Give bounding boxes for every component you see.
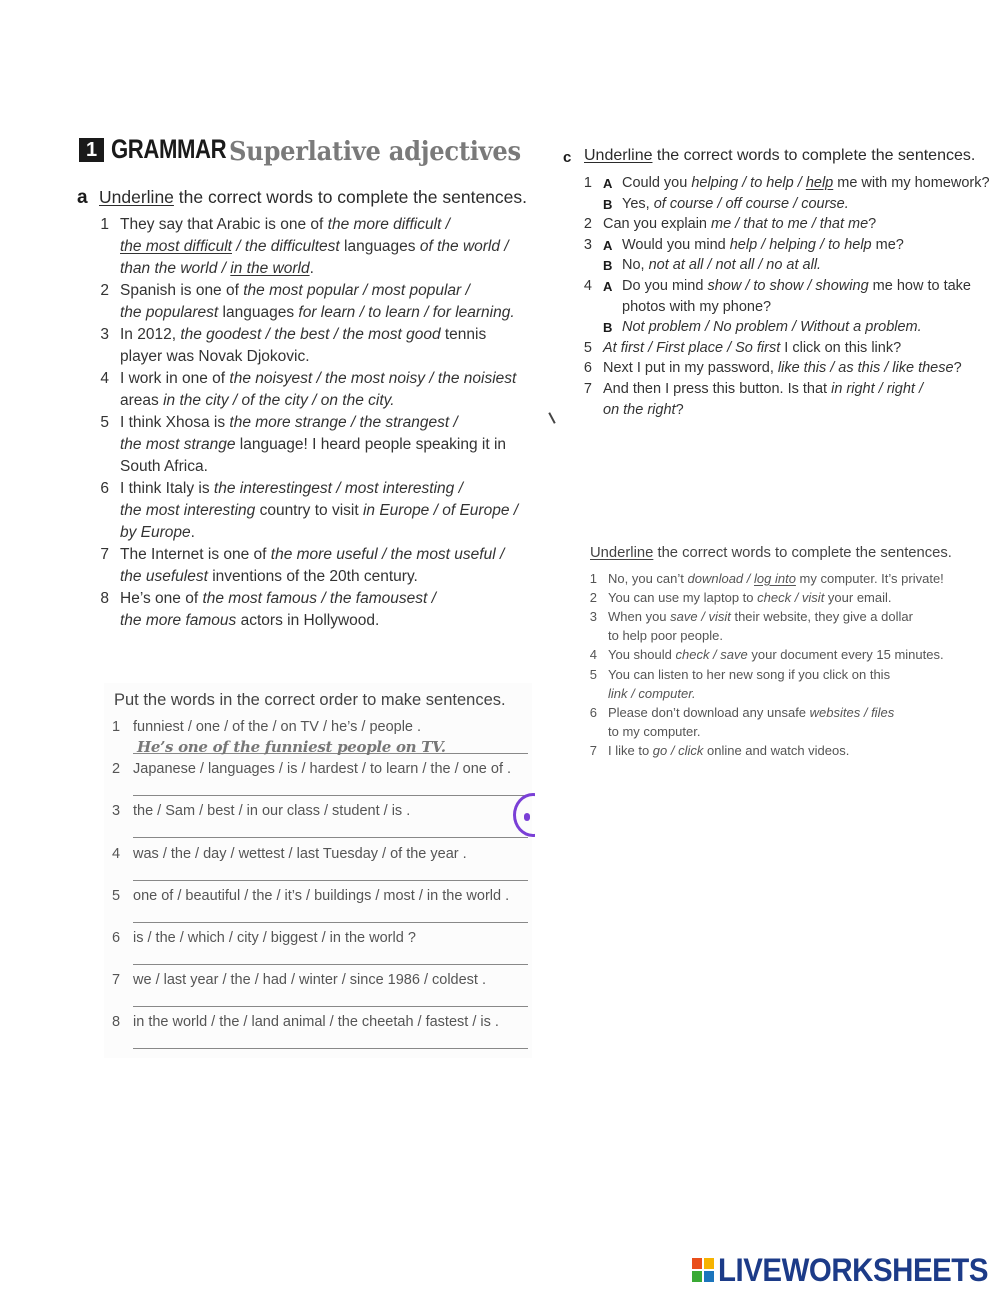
sentence-text: Can you explain (603, 216, 712, 233)
item-text (608, 607, 913, 626)
speaker-label: A (603, 279, 613, 294)
item-text (622, 317, 922, 338)
sentence-text: I click on this link? (780, 339, 902, 356)
section-topic: Superlative adjectives (229, 137, 521, 167)
sentence-text: He’s one of (120, 590, 203, 607)
answer-option-text: the more famous (120, 612, 237, 629)
sentence-text: They say that Arabic is one of (120, 216, 328, 233)
item-text (603, 338, 901, 359)
answer-option-text: the most strange (120, 436, 236, 453)
exercise-d-line (0, 645, 1000, 664)
sentence-text: Do you mind (622, 278, 708, 294)
answer-option-text: not at all / not all / no at all. (648, 257, 822, 274)
item-text (622, 255, 821, 276)
answer-line[interactable] (133, 922, 528, 923)
sentence-text: ? (868, 216, 877, 233)
exercise-a-line (0, 478, 540, 500)
scrambled-words: in the world / the / land animal / the cheetah / fastest / is . (133, 1014, 499, 1031)
item-number: 7 (100, 546, 109, 563)
speaker-label: A (603, 176, 613, 191)
item-number: 6 (100, 480, 109, 497)
sentence-text: You can use my laptop to (608, 590, 758, 606)
answer-option-text: At first / First place / So first (603, 339, 781, 356)
answer-option-text: like this / as this / like these (777, 360, 954, 377)
exercise-c-letter: c (563, 149, 572, 166)
answer-option-text: check / save (675, 647, 748, 663)
item-number: 2 (112, 761, 121, 778)
speaker-label: B (603, 258, 613, 274)
exercise-d-line (0, 588, 1000, 607)
item-text (608, 741, 849, 760)
purple-dot-mark (524, 813, 530, 821)
item-number: 3 (100, 326, 109, 343)
liveworksheets-logo-text: LIVEWORKSHEETS (718, 1252, 988, 1288)
sentence-text: player was Novak Djokovic. (120, 348, 310, 365)
answer-option-text: the most interesting (120, 502, 256, 519)
sentence-text: Next I put in my password, (603, 360, 778, 377)
exercise-c-line (0, 358, 1000, 379)
answer-option-text: the more useful / the most useful / (270, 546, 505, 563)
sentence-text: The Internet is one of (120, 546, 271, 563)
item-text (603, 400, 684, 421)
example-answer: He’s one of the funniest people on TV. (137, 738, 446, 756)
answer-option-text: in the city / of the city / on the city. (163, 392, 395, 409)
item-number: 6 (112, 930, 121, 946)
answer-option-text: the popularest (120, 304, 219, 321)
instruction-underline-word: Underline (590, 545, 654, 561)
underlined-answer: in the world (230, 260, 310, 277)
item-number: 4 (112, 845, 121, 862)
item-text (608, 626, 723, 645)
item-text (603, 358, 962, 379)
speaker-label: A (603, 237, 613, 253)
item-text (622, 235, 904, 256)
sentence-text: their website, they give a dollar (730, 609, 913, 625)
exercise-d-line (0, 607, 1000, 626)
exercise-a-line (0, 456, 540, 478)
item-text (120, 456, 208, 478)
instruction-underline-word: Underline (99, 187, 174, 207)
sentence-text: I work in one of (120, 370, 230, 387)
item-number: 7 (589, 742, 597, 758)
sentence-text: When you (608, 609, 671, 625)
exercise-a-line (0, 500, 540, 522)
sentence-text: your document every 15 minutes. (747, 647, 944, 663)
sentence-text: to my computer. (608, 723, 701, 739)
sentence-text: me? (871, 236, 904, 253)
item-text (120, 434, 506, 456)
exercise-c-line (0, 297, 1000, 318)
item-number: 4 (100, 370, 109, 387)
sentence-text: photos with my phone? (622, 298, 772, 315)
exercise-a-letter: a (77, 187, 88, 208)
exercise-a-line (0, 544, 540, 566)
sentence-text: me how to take (868, 278, 971, 294)
sentence-text: to help poor people. (608, 628, 723, 644)
instruction-text: the correct words to complete the sentences. (653, 545, 952, 561)
answer-option-text: / the difficultest (232, 238, 340, 255)
sentence-text: I think Italy is (120, 480, 214, 497)
answer-line[interactable] (133, 1048, 528, 1049)
exercise-c-line (0, 276, 1000, 297)
item-number: 4 (583, 278, 592, 294)
exercise-c-line (0, 194, 1000, 215)
item-text (608, 569, 944, 588)
purple-circle-mark (513, 793, 553, 837)
item-text (622, 276, 971, 297)
sentence-text: Would you mind (622, 236, 730, 253)
sentence-text: You should (608, 647, 676, 663)
item-number: 3 (112, 803, 121, 820)
exercise-b-instruction: Put the words in the correct order to make sentences. (114, 691, 506, 709)
item-number: 8 (112, 1014, 121, 1031)
scrambled-words: was / the / day / wettest / last Tuesday / of the year . (133, 845, 467, 862)
sentence-text: my computer. It’s private! (795, 571, 944, 586)
item-text (608, 588, 892, 607)
answer-option-text: the goodest / the best / the most good (180, 326, 441, 343)
answer-option-text: of course / off course / course. (653, 195, 849, 212)
sentence-text: country to visit (255, 502, 363, 519)
instruction-underline-word: Underline (584, 147, 653, 164)
answer-option-text: the noisyest / the most noisy / the noisiest (229, 370, 517, 387)
answer-option-text: the more strange / the strangest / (229, 414, 458, 431)
sentence-text: areas (120, 392, 164, 409)
answer-option-text: Not problem / No problem / Without a problem. (622, 319, 922, 336)
scrambled-words: one of / beautiful / the / it’s / buildings / most / in the world . (133, 887, 510, 904)
instruction-text: the correct words to complete the sentences. (652, 147, 976, 164)
speaker-label: B (603, 196, 613, 212)
item-text (120, 478, 463, 500)
answer-option-text: the interestingest / most interesting / (213, 480, 463, 497)
sentence-text: . (309, 260, 314, 277)
liveworksheets-logo-icon (692, 1258, 714, 1282)
sentence-text: languages (218, 304, 299, 321)
sentence-text: language! I heard people speaking it in (235, 436, 507, 453)
answer-option-text: check / visit (757, 590, 825, 606)
answer-option-text: on the right (603, 401, 676, 418)
answer-option-text: by Europe (120, 524, 191, 541)
sentence-text: I like to (608, 742, 653, 758)
sentence-text: ? (675, 401, 684, 418)
item-number: 1 (100, 216, 109, 233)
item-text (603, 379, 923, 400)
exercise-c-line (0, 400, 1000, 421)
answer-option-text: save / visit (670, 609, 731, 625)
sentence-text: ? (953, 360, 962, 377)
exercise-d-line (0, 665, 1000, 684)
scrambled-words: funniest / one / of the / on TV / he’s / people . (133, 719, 422, 735)
exercise-a-line (0, 522, 540, 544)
exercise-c-line (0, 317, 1000, 338)
item-text (608, 684, 696, 703)
item-text (608, 722, 700, 741)
answer-option-text: link / computer. (608, 685, 696, 701)
exercise-c-line (0, 235, 1000, 256)
exercise-a-line (0, 434, 540, 456)
sentence-text: Could you (622, 175, 692, 191)
exercise-d-line (0, 684, 1000, 703)
underlined-answer: the most difficult (120, 238, 232, 255)
exercise-c-line (0, 255, 1000, 276)
underlined-answer: help (805, 175, 834, 191)
item-number: 6 (583, 360, 592, 377)
answer-line[interactable] (133, 1006, 528, 1007)
exercise-c-line (0, 379, 1000, 400)
scrambled-words: is / the / which / city / biggest / in the world ? (133, 930, 416, 946)
answer-option-text: download / (687, 571, 754, 586)
scrambled-words: the / Sam / best / in our class / student / is . (133, 803, 411, 820)
item-number: 2 (589, 590, 597, 606)
item-number: 2 (100, 282, 109, 299)
sentence-text: me with my homework? (833, 175, 990, 191)
item-text (120, 522, 195, 544)
item-text (608, 703, 894, 722)
sentence-text: No, you can’t (608, 571, 688, 586)
item-number: 5 (589, 666, 597, 682)
answer-line[interactable] (133, 880, 528, 881)
exercise-c-instruction (584, 147, 975, 165)
sentence-text: Spanish is one of (120, 282, 244, 299)
answer-option-text: help / helping / to help (729, 236, 872, 253)
exercise-d-line (0, 741, 1000, 760)
item-number: 5 (583, 339, 592, 356)
sentence-text: Yes, (622, 195, 654, 212)
scrambled-words: we / last year / the / had / winter / since 1986 / coldest . (133, 972, 487, 989)
speaker-label: B (603, 320, 613, 336)
item-text (622, 173, 990, 194)
item-number: 4 (589, 647, 597, 663)
sentence-text: South Africa. (120, 458, 208, 475)
answer-line[interactable] (133, 795, 528, 796)
answer-option-text: the usefulest (120, 568, 208, 585)
answer-option-text: of the world / (419, 238, 509, 255)
item-number: 7 (112, 972, 121, 989)
sentence-text: inventions of the 20th century. (207, 568, 418, 585)
sentence-text: I think Xhosa is (120, 414, 230, 431)
item-text (120, 500, 518, 522)
item-number: 1 (583, 175, 592, 191)
answer-option-text: websites / files (809, 704, 895, 720)
answer-option-text: than the world / (120, 260, 231, 277)
answer-line[interactable] (133, 837, 528, 838)
answer-option-text: go / click (652, 742, 704, 758)
sentence-text: your email. (824, 590, 892, 606)
item-text (603, 214, 876, 235)
item-text (608, 645, 944, 664)
exercise-c-line (0, 173, 1000, 194)
sentence-text: actors in Hollywood. (236, 612, 380, 629)
answer-option-text: the most famous / the famousest / (202, 590, 436, 607)
item-text (608, 665, 890, 684)
item-number: 5 (112, 887, 121, 904)
exercise-d-line (0, 722, 1000, 741)
exercise-d-instruction (590, 545, 952, 561)
item-number: 7 (583, 381, 592, 397)
exercise-d-line (0, 569, 1000, 588)
item-number: 3 (589, 609, 597, 625)
item-text (622, 297, 771, 318)
answer-option-text: helping / to help / (691, 175, 806, 191)
item-number: 3 (583, 236, 592, 253)
answer-option-text: the most popular / most popular / (243, 282, 470, 299)
sentence-text: Please don’t download any unsafe (608, 704, 810, 720)
answer-option-text: me / that to me / that me (711, 216, 869, 233)
answer-line[interactable] (133, 964, 528, 965)
instruction-text: the correct words to complete the sentences. (173, 187, 527, 207)
answer-option-text: show / to show / showing (707, 278, 869, 294)
section-number-badge: 1 (79, 138, 104, 162)
sentence-text: . (190, 524, 195, 541)
item-text (120, 544, 504, 566)
section-title: GRAMMAR (111, 134, 227, 164)
answer-option-text: the more difficult / (327, 216, 450, 233)
answer-option-text: for learn / to learn / for learning. (298, 304, 515, 321)
exercise-d-line (0, 703, 1000, 722)
item-number: 1 (589, 571, 597, 586)
sentence-text: You can listen to her new song if you click on this (608, 666, 891, 682)
sentence-text: In 2012, (120, 326, 181, 343)
exercise-d-line (0, 626, 1000, 645)
item-text (622, 194, 849, 215)
sentence-text: No, (622, 257, 649, 274)
item-number: 5 (100, 414, 109, 431)
answer-option-text: in right / right / (831, 381, 923, 397)
scrambled-words: Japanese / languages / is / hardest / to learn / the / one of . (133, 761, 512, 778)
item-number: 2 (583, 216, 592, 233)
item-number: 1 (112, 719, 121, 735)
exercise-c-line (0, 338, 1000, 359)
sentence-text: And then I press this button. Is that (603, 381, 832, 397)
item-number: 6 (589, 704, 597, 720)
sentence-text: online and watch videos. (703, 742, 850, 758)
sentence-text: tennis (440, 326, 487, 343)
answer-option-text: in Europe / of Europe / (362, 502, 519, 519)
item-number: 8 (100, 590, 109, 607)
exercise-c-line (0, 214, 1000, 235)
underlined-answer: log into (754, 571, 796, 586)
sentence-text: languages (339, 238, 420, 255)
